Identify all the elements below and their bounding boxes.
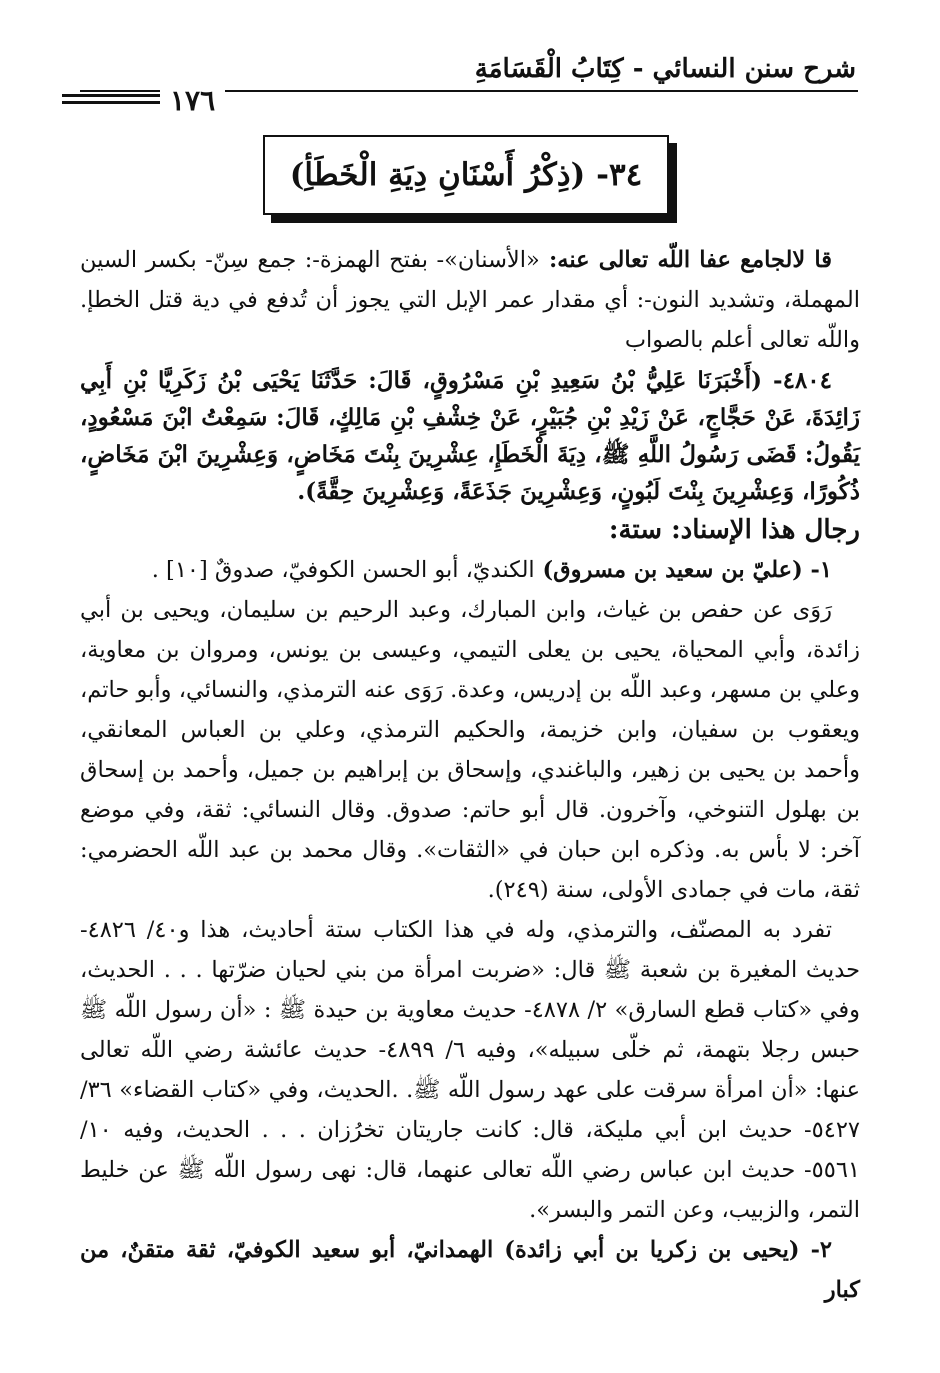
narrator-1-biography: رَوَى عن حفص بن غياث، وابن المبارك، وعبد الرحيم بن سليمان، ويحيى بن أبي زائدة، وأبي المحياة، يحيى بن يعلى التيمي، وعيسى بن يونس، ومروان بن معاوية، وعلي بن مسهر، وعبد اللّه بن إدريس، وعدة. رَوَى عنه الترمذي، والنسائي، وأبو حاتم، ويعقوب بن سفيان، وابن خزيمة، والحكيم الترمذي، وعلي بن العباس المعانقي، وأحمد بن يحيى بن زهير، والباغندي، وإسحاق بن إبراهيم بن جميل، وأحمد بن إسحاق بن بهلول التنوخي، وآخرون. قال أبو حاتم: صدوق. وقال النسائي: ثقة، وفي موضع آخر: لا بأس به. وذكره ابن حبان في «الثقات». وقال محمد بن عبد اللّه الحضرمي: ثقة، مات في جمادى الأولى، سنة (٢٤٩). [80, 597, 860, 903]
page-number-rule-lower [62, 101, 162, 104]
intro-text: «الأسنان»- بفتح الهمزة-: جمع سِنّ- بكسر السين المهملة، وتشديد النون-: أي مقدار عمر الإبل التي يجوز أن تُدفع في دية قتل الخطإ. واللّه تعالى أعلم بالصواب [80, 247, 860, 353]
running-title: شرح سنن النسائي - كِتَابُ الْقَسَامَةِ [474, 54, 856, 84]
narrator-2-paragraph: ٢- (يحيى بن زكريا بن أبي زائدة) الهمدانيّ، أبو سعيد الكوفيّ، ثقة متقنٌ، من كبار [80, 1237, 860, 1303]
narrator-1-paragraph [80, 550, 860, 590]
main-text [80, 240, 860, 1310]
narrator-1-hadith-list: تفرد به المصنّف، والترمذي، وله في هذا الكتاب ستة أحاديث، هذا و٤٠/ ٤٨٢٦- حديث المغيرة بن شعبة ﷺ قال: «ضربت امرأة من بني لحيان ضرّتها . . . الحديث، وفي «كتاب قطع السارق» ٢/ ٤٨٧٨- حديث معاوية بن حيدة ﷺ : «أن رسول اللّه ﷺ حبس رجلا بتهمة، ثم خلّى سبيله»، وفيه ٦/ ٤٨٩٩- حديث عائشة رضي اللّه تعالى عنها: «أن امرأة سرقت على عهد رسول اللّه ﷺ. .الحديث، وفي «كتاب القضاء» ٣٦/ ٥٤٢٧- حديث ابن أبي مليكة، قال: كانت جاريتان تخرُزان . . . الحديث، وفيه ١٠/ ٥٥٦١- حديث ابن عباس رضي اللّه تعالى عنهما، قال: نهى رسول اللّه ﷺ عن خليط التمر، والزبيب، وعن التمر والبسر». [80, 917, 860, 1223]
intro-paragraph [80, 240, 860, 360]
narrators-heading: رجال هذا الإسناد: ستة: [608, 515, 860, 545]
chapter-heading-box [263, 135, 669, 215]
page-number-rule-upper [62, 94, 162, 97]
narrator-1-summary: الكنديّ، أبو الحسن الكوفيّ، صدوقٌ [١٠] . [151, 557, 535, 583]
page-number: ١٧٦ [160, 84, 225, 117]
intro-lead: قا لالجامع عفا اللّه تعالى عنه: [539, 247, 832, 273]
hadith-text: ٤٨٠٤- (أَخْبَرَنَا عَلِيُّ بْنُ سَعِيدِ بْنِ مَسْرُوقٍ، قَالَ: حَدَّثَنَا يَحْيَى بْنُ زَكَرِيَّا بْنِ أَبِي زَائِدَةَ، عَنْ حَجَّاجٍ، عَنْ زَيْدِ بْنِ جُبَيْرٍ، عَنْ خِشْفِ بْنِ مَالِكٍ، قَالَ: سَمِعْتُ ابْنَ مَسْعُودٍ، يَقُولُ: قَضَى رَسُولُ اللَّهِ ﷺ، دِيَةَ الْخَطَإِ، عِشْرِينَ بِنْتَ مَخَاضٍ، وَعِشْرِينَ ابْنَ مَخَاضٍ، ذُكُورًا، وَعِشْرِينَ بِنْتَ لَبُونٍ، وَعِشْرِينَ جَذَعَةً، وَعِشْرِينَ حِقَّةً). [80, 367, 860, 505]
chapter-heading: ٣٤- (ذِكْرُ أَسْنَانِ دِيَةِ الْخَطَأِ) [289, 157, 643, 193]
narrator-1-name: ١- (عليّ بن سعيد بن مسروق) [534, 557, 832, 583]
